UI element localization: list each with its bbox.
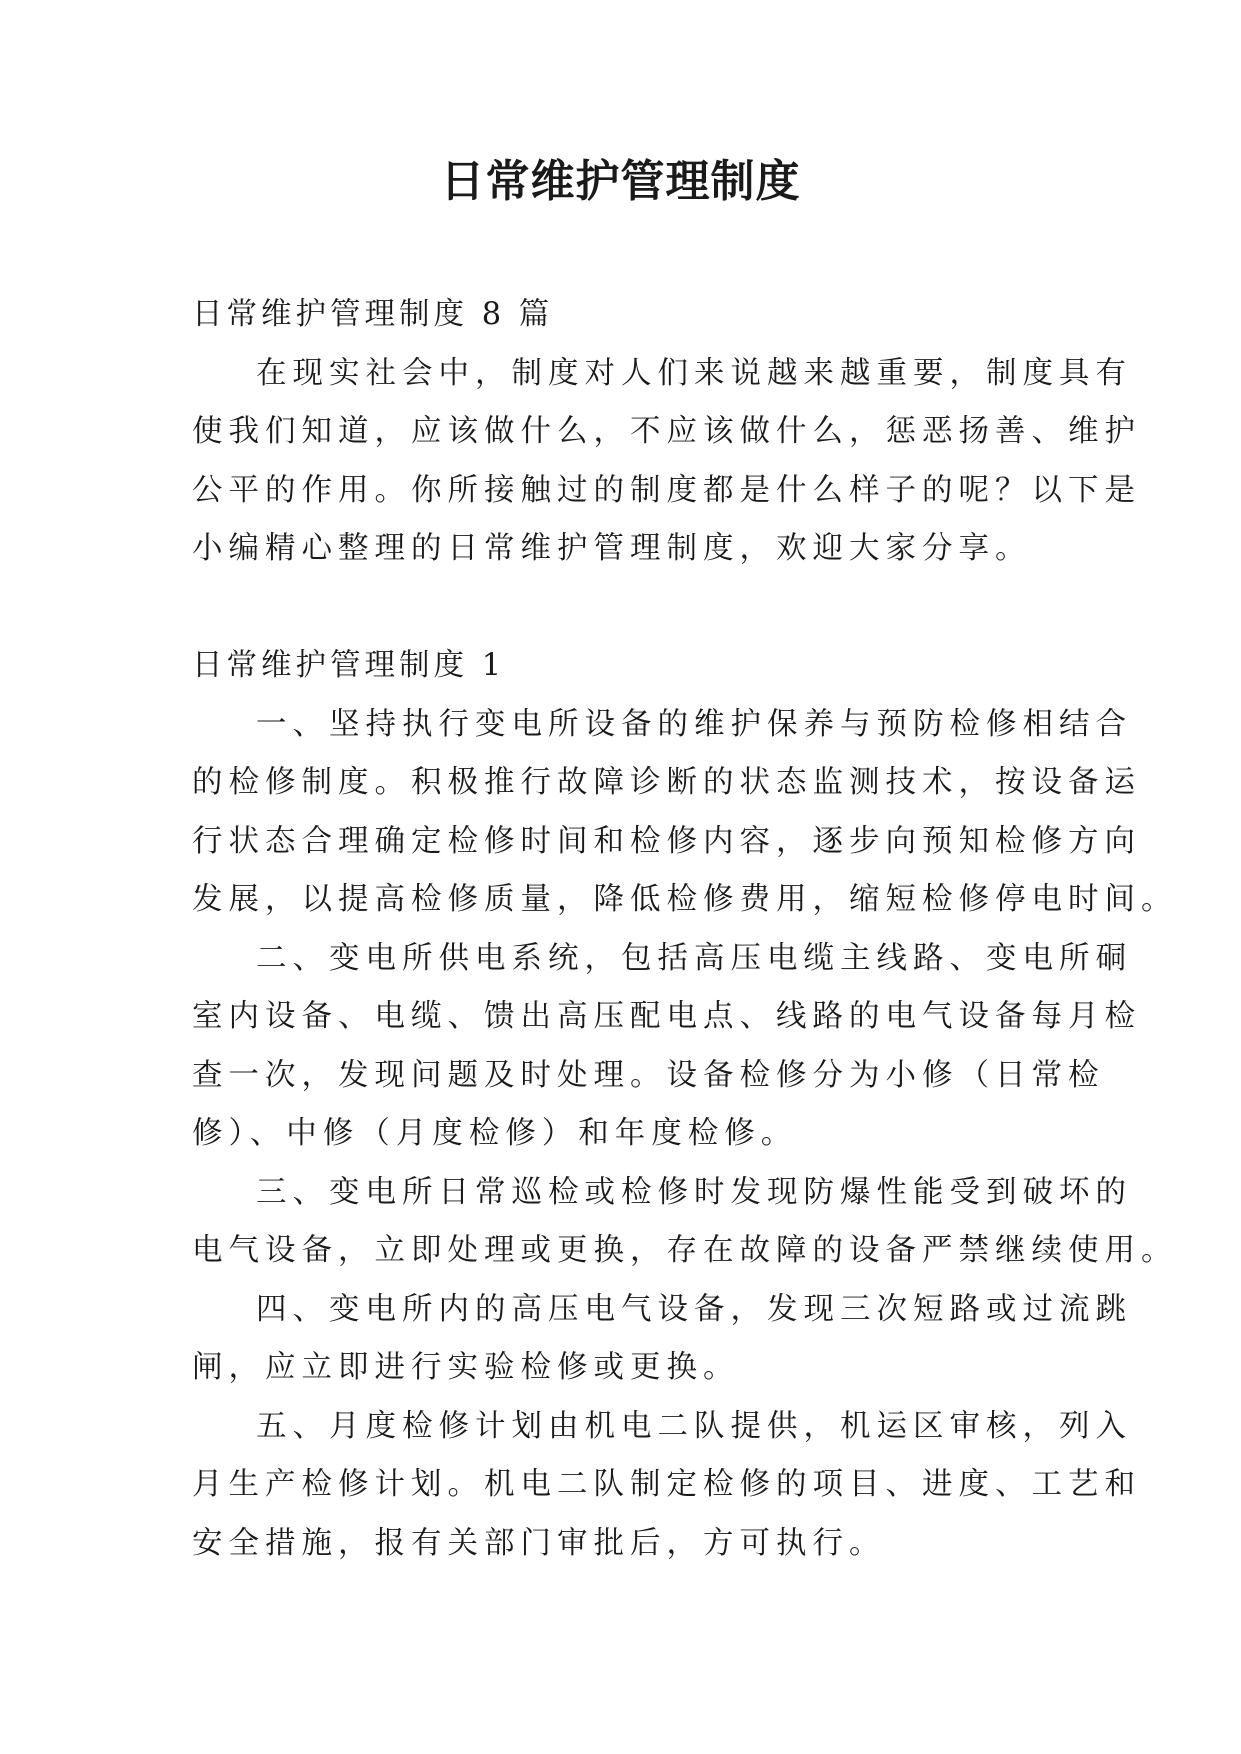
section-heading: 日常维护管理制度 8 篇	[192, 297, 554, 332]
text-line: 小编精心整理的日常维护管理制度，欢迎大家分享。	[192, 531, 1032, 566]
text-line: 室内设备、电缆、馈出高压配电点、线路的电气设备每月检	[192, 999, 1141, 1034]
text-line: 一、坚持执行变电所设备的维护保养与预防检修相结合	[256, 706, 1132, 742]
paragraph-gap	[192, 579, 1052, 638]
text-line: 在现实社会中，制度对人们来说越来越重要，制度具有	[256, 355, 1132, 391]
text-line: 闸，应立即进行实验检修或更换。	[192, 1350, 740, 1385]
text-line: 查一次，发现问题及时处理。设备检修分为小修（日常检	[192, 1057, 1105, 1093]
text-line: 五、月度检修计划由机电二队提供，机运区审核，列入	[256, 1408, 1132, 1444]
text-line: 月生产检修计划。机电二队制定检修的项目、进度、工艺和	[192, 1467, 1141, 1502]
text-line: 修）、中修（月度检修）和年度检修。	[192, 1116, 798, 1151]
text-line: 使我们知道，应该做什么，不应该做什么，惩恶扬善、维护	[192, 414, 1141, 449]
text-line: 公平的作用。你所接触过的制度都是什么样子的呢？以下是	[192, 472, 1141, 508]
text-line: 发展，以提高检修质量，降低检修费用，缩短检修停电时间。	[192, 882, 1178, 917]
text-line: 行状态合理确定检修时间和检修内容，逐步向预知检修方向	[192, 823, 1141, 859]
text-line: 的检修制度。积极推行故障诊断的状态监测技术，按设备运	[192, 765, 1141, 800]
text-line: 三、变电所日常巡检或检修时发现防爆性能受到破坏的	[256, 1174, 1132, 1210]
section-heading: 日常维护管理制度 1	[192, 648, 506, 683]
text-line: 二、变电所供电系统，包括高压电缆主线路、变电所硐	[256, 940, 1132, 976]
document-title: 日常维护管理制度	[440, 156, 801, 207]
document-body	[192, 286, 1178, 1573]
text-line: 电气设备，立即处理或更换，存在故障的设备严禁继续使用。	[192, 1233, 1178, 1268]
text-line: 四、变电所内的高压电气设备，发现三次短路或过流跳	[256, 1291, 1132, 1327]
text-line: 安全措施，报有关部门审批后，方可执行。	[192, 1525, 886, 1561]
